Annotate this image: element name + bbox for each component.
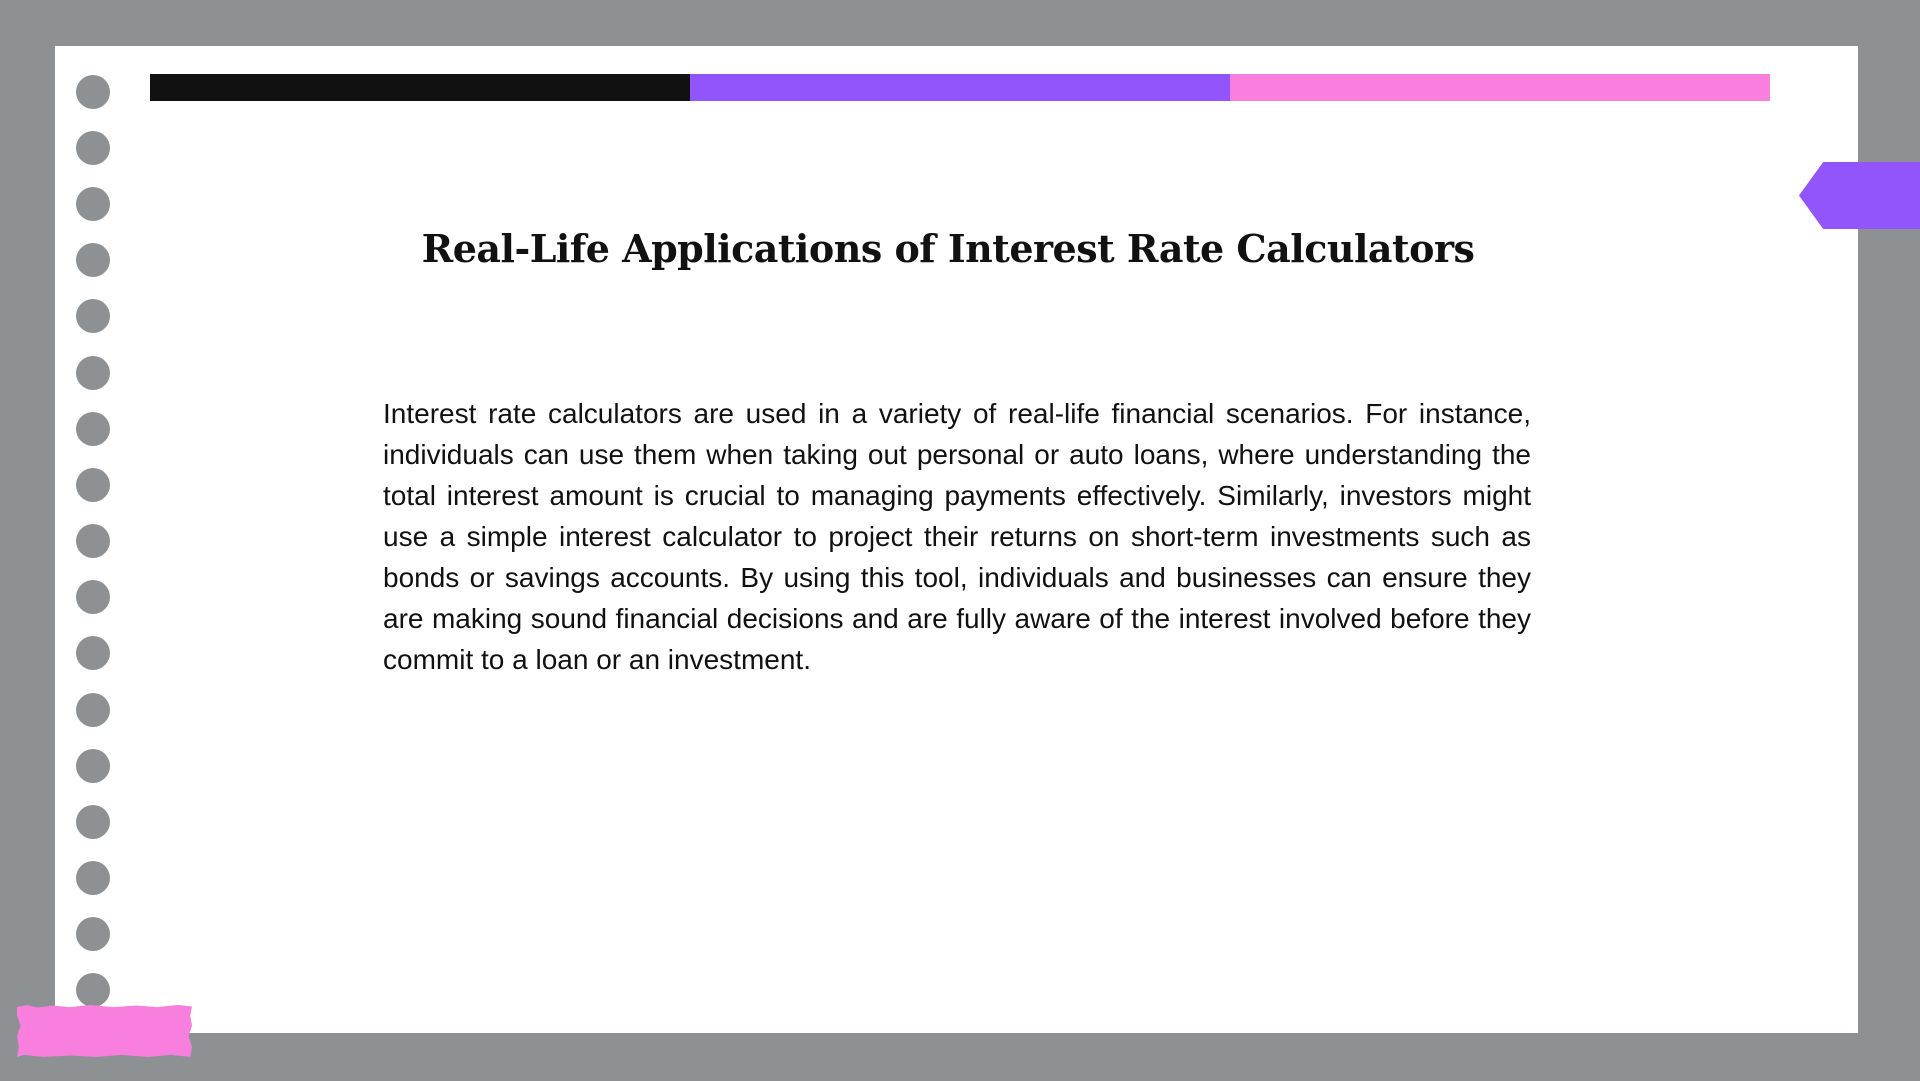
binder-hole — [76, 468, 110, 502]
binder-hole — [76, 805, 110, 839]
binder-hole — [76, 973, 110, 1007]
binder-hole — [76, 580, 110, 614]
binder-hole — [76, 131, 110, 165]
pink-tape — [17, 1005, 192, 1057]
binder-hole — [76, 861, 110, 895]
top-bar-black-segment — [150, 74, 690, 101]
top-bar-pink-segment — [1230, 74, 1770, 101]
binder-hole — [76, 299, 110, 333]
binder-hole — [76, 243, 110, 277]
binder-hole — [76, 693, 110, 727]
binder-hole — [76, 412, 110, 446]
slide-title: Real-Life Applications of Interest Rate Calculators — [421, 226, 1475, 271]
binder-hole — [76, 187, 110, 221]
binder-hole — [76, 75, 110, 109]
binder-hole — [76, 749, 110, 783]
slide-body-text: Interest rate calculators are used in a variety of real-life financial scenarios. For instance, individuals can use them when taking out personal or auto loans, where understanding the total interest amount is crucial to managing payments effectively. Similarly, investors might use a simple interest calculator to project their returns on short-term investments such as bonds or savings accounts. By using this tool, individuals and businesses can ensure they are making sound financial decisions and are fully aware of the interest involved before they commit to a loan or an investment. — [383, 398, 1531, 675]
purple-side-tab — [1799, 162, 1920, 229]
binder-hole — [76, 356, 110, 390]
binder-hole — [76, 524, 110, 558]
binder-hole — [76, 636, 110, 670]
binder-hole — [76, 917, 110, 951]
top-bar-purple-segment — [690, 74, 1230, 101]
